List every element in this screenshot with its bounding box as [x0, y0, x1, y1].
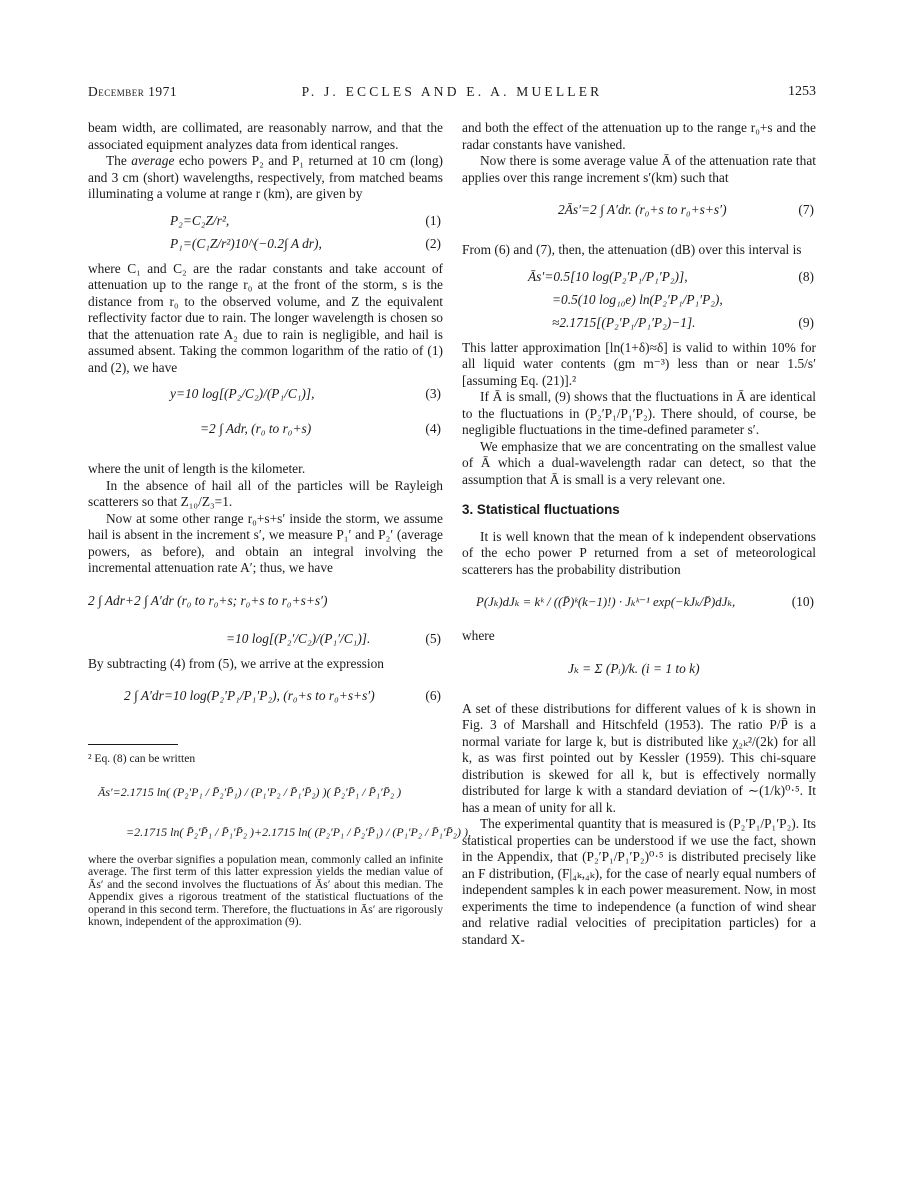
equation-7: [462, 186, 816, 236]
equation-body: =0.5(10 log₁₀e) ln(P₂′P₁/P₁′P₂),: [552, 291, 723, 307]
equation-number: (9): [798, 314, 814, 330]
equation-3: [88, 382, 443, 405]
equation-body: =10 log[(P₂′/C₂)/(P₁′/C₁)].: [226, 630, 371, 646]
paragraph: Now there is some average value Ā of the attenuation rate that applies over this range increment s′(km) such that: [462, 153, 816, 185]
equation-body: ≈2.1715[(P₂′P₁/P₁′P₂)−1].: [552, 314, 696, 330]
right-column: [462, 120, 816, 948]
paragraph: Now at some other range r₀+s+s′ inside the storm, we assume hail is absent in the increment s′, we measure P₁′ and P₂′ (average powers, as before), and obtain an integral involving the incremental attenuation rate A′; thus, we have: [88, 510, 443, 575]
equation-number: (10): [791, 594, 814, 609]
paragraph: We emphasize that we are concentrating on the smallest value of Ā which a dual-wavelength radar can detect, so that the assumption that Ā is small is a very relevant one.: [462, 438, 816, 487]
equation-body: P₂=C₂Z/r²,: [170, 212, 230, 228]
equation-body: Ās′=0.5[10 log(P₂′P₁/P₁′P₂)],: [528, 268, 688, 284]
equation-number: (6): [425, 688, 441, 703]
equation-10: [462, 578, 816, 628]
paragraph: The experimental quantity that is measured is (P₂′P₁/P₁′P₂). Its statistical properties can be understood if we use the fact, shown in the Appendix, that (P₂′P₁/P₁′P₂)⁰·⁵ is distributed precisely like an F distribution, (F|₄ₖ,₄ₖ), for the case of nearly equal numbers of independent samples k in each power measurement. Now, in most experiments the time to independence (a function of wind shear and relative radial velocities of precipitation particles) for a standard X-: [462, 816, 816, 947]
equation-body: =2 ∫ Adr, (r₀ to r₀+s): [200, 421, 312, 436]
emphasis-average: average: [131, 153, 175, 168]
equation-9: [462, 311, 816, 334]
equation-body: 2 ∫ Adr+2 ∫ A′dr (r₀ to r₀+s; r₀+s to r₀+s+s′): [88, 592, 328, 608]
running-header: [88, 84, 816, 104]
paragraph: and both the effect of the attenuation up to the range r₀+s and the radar constants have vanished.: [462, 120, 816, 152]
equation-number: (4): [425, 421, 441, 436]
equation-body: Jₖ = Σ (Pᵢ)/k. (i = 1 to k): [568, 660, 700, 676]
footnote-rule: [88, 744, 178, 745]
equation-6: [88, 672, 443, 722]
equation-body: 2 ∫ A′dr=10 log(P₂′P₁/P₁′P₂), (r₀+s to r₀+s+s′): [124, 688, 375, 703]
equation-8b: [462, 288, 816, 311]
paragraph: [88, 153, 443, 203]
equation-4: [88, 405, 443, 455]
equation-number: (3): [425, 386, 441, 401]
equation-5a: [88, 577, 443, 627]
equation-1: [88, 209, 443, 232]
equation-body: y=10 log[(P₂/C₂)/(P₁/C₁)],: [170, 386, 315, 401]
equation-body: P(Jₖ)dJₖ = kᵏ / ((P̄)ᵏ(k−1)!) · Jₖᵏ⁻¹ exp(−kJₖ/P̄)dJₖ,: [476, 595, 736, 609]
equation-number: (7): [798, 202, 814, 217]
equation-11: [462, 645, 816, 695]
page-number: 1253: [788, 84, 816, 99]
equation-5b: [88, 627, 443, 650]
paragraph: beam width, are collimated, are reasonably narrow, and that the associated equipment analyzes data from identical ranges.: [88, 120, 443, 152]
footnote-equation-a: [88, 774, 443, 814]
where-label: where: [462, 628, 495, 643]
paragraph: A set of these distributions for different values of k is shown in Fig. 3 of Marshall and Hitschfeld (1953). The ratio P/P̄ is a normal variate for large k, but is distributed like χ₂ₖ²/(2k) for all k, as was first pointed out by Kessler (1959). This chi-square distribution is skewed for all k, but is effectively normally distributed for large k with a standard deviation of ∼(1/k)⁰·⁵. It has a mean of unity for all k.: [462, 700, 816, 815]
equation-number: (8): [798, 268, 814, 284]
footnote-head: ² Eq. (8) can be written: [88, 752, 196, 765]
header-authors: P. J. ECCLES AND E. A. MUELLER: [301, 84, 603, 99]
equation-body: Ās′=2.1715 ln( (P₂′P₁ / P̄₂′P̄₁) / (P₁′P₂ / P̄₁′P̄₂) )( P̄₂′P̄₁ / P̄₁′P̄₂ ): [98, 784, 402, 799]
header-date: December 1971: [88, 84, 178, 99]
footnote: [88, 752, 471, 929]
left-column: [88, 120, 471, 929]
paragraph: where C₁ and C₂ are the radar constants and take account of attenuation up to the range r₀ at the front of the storm, s is the distance from r₀ to the observed volume, and Z the equivalent reflectivity factor due to rain. The longer wavelength is chosen so that the attenuation rate A₂ due to rain is negligible, and hail is assumed absent. Taking the common logarithm of the ratio of (1) and (2), we have: [88, 260, 443, 375]
paragraph: where the unit of length is the kilometer.: [88, 461, 306, 476]
equation-number: (1): [425, 212, 441, 228]
section-title: 3. Statistical fluctuations: [462, 502, 620, 517]
equation-number: (5): [425, 630, 441, 646]
equation-body: =2.1715 ln( P̄₂′P̄₁ / P̄₁′P̄₂ )+2.1715 ln( (P₂′P₁ / P̄₂′P̄₁) / (P₁′P₂ / P̄₁′P̄₂) ),: [126, 824, 471, 839]
equation-8: [462, 265, 816, 288]
footnote-text: where the overbar signifies a population mean, commonly called an infinite average. The first term of this latter expression yields the median value of Ās′ and the second involves the fluctuations of Ās′ about this median. The Appendix gives a rigorous treatment of the statistical fluctuations of the operand in this second term. Therefore, the fluctuations in Ās′ are rigorously known, independent of the approximation (9).: [88, 852, 443, 928]
equation-number: (2): [425, 235, 441, 251]
paragraph: By subtracting (4) from (5), we arrive at the expression: [88, 655, 384, 671]
paragraph-lead: The: [106, 153, 127, 168]
paragraph-rest: echo powers P₂ and P₁ returned at 10 cm (long) and 3 cm (short) wavelengths, respectively, from matched beams illuminating a volume at range r (km), are given by: [88, 153, 443, 201]
paragraph: From (6) and (7), then, the attenuation (dB) over this interval is: [462, 242, 802, 257]
paragraph: It is well known that the mean of k independent observations of the echo power P returned from a set of meteorological scatterers has the probability distribution: [462, 528, 816, 577]
paragraph: If Ā is small, (9) shows that the fluctuations in Ā are identical to the fluctuations in (P₂′P₁/P₁′P₂). There should, of course, be negligible fluctuations in the time-defined parameter s′.: [462, 389, 816, 437]
equation-body: 2Ās′=2 ∫ A′dr. (r₀+s to r₀+s+s′): [558, 202, 727, 217]
equation-2: [88, 232, 443, 255]
paragraph: This latter approximation [ln(1+δ)≈δ] is valid to within 10% for all liquid water contents (gm m⁻³) less than or near 1.5/s′ [assuming Eq. (21)].²: [462, 339, 816, 388]
paragraph: In the absence of hail all of the particles will be Rayleigh scatterers so that Z₁₀/Z₃=1.: [88, 477, 443, 509]
equation-body: P₁=(C₁Z/r²)10^(−0.2∫ A dr),: [170, 235, 322, 251]
footnote-equation-b: [88, 814, 471, 854]
